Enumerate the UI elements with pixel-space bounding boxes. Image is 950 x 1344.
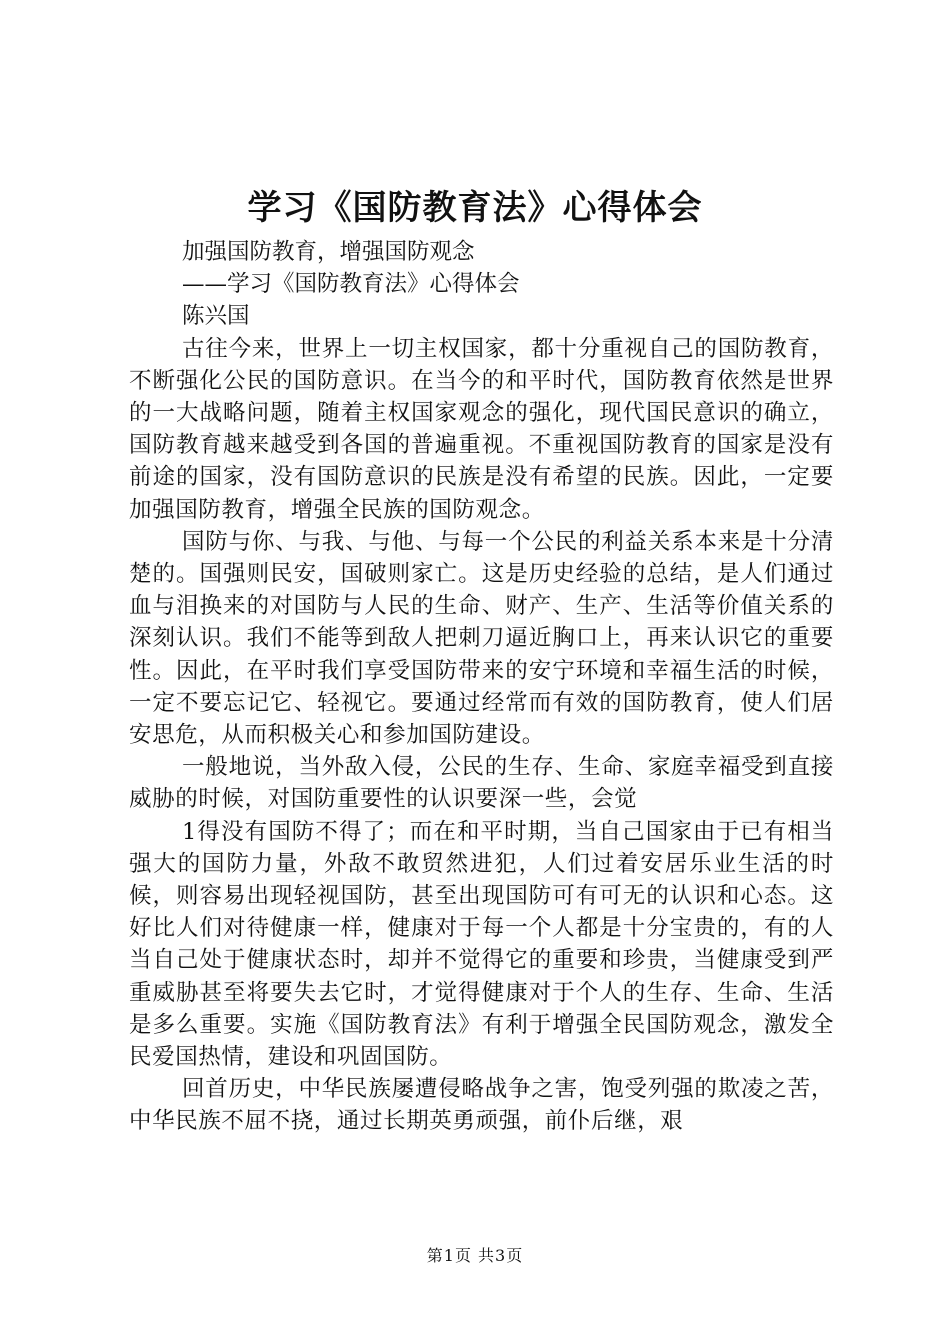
- document-title: 学习《国防教育法》心得体会: [247, 188, 703, 228]
- document-body: [129, 236, 834, 1138]
- page-number: 第1页 共3页: [426, 1246, 524, 1265]
- subtitle-line-1: 加强国防教育，增强国防观念: [182, 239, 475, 265]
- subtitle-line-2: ——学习《国防教育法》心得体会: [182, 271, 520, 298]
- paragraph: 古往今来，世界上一切主权国家，都十分重视自己的国防教育，不断强化公民的国防意识。在当今的和平时代，国防教育依然是世界的一大战略问题，随着主权国家观念的强化，现代国民意识的确立，国防教育越来越受到各国的普遍重视。不重视国防教育的国家是没有前途的国家，没有国防意识的民族是没有希望的民族。因此，一定要加强国防教育，增强全民族的国防观念。: [129, 335, 834, 523]
- paragraph: 1得没有国防不得了；而在和平时期，当自己国家由于已有相当强大的国防力量，外敌不敢贸然进犯，人们过着安居乐业生活的时候，则容易出现轻视国防，甚至出现国防可有可无的认识和心态。这好比人们对待健康一样，健康对于每一个人都是十分宝贵的，有的人当自己处于健康状态时，却并不觉得它的重要和珍贵，当健康受到严重威胁甚至将要失去它时，才觉得健康对于个人的生存、生命、生活是多么重要。实施《国防教育法》有利于增强全民国防观念，激发全民爱国热情，建设和巩固国防。: [129, 818, 834, 1071]
- author-name: 陈兴国: [182, 303, 250, 330]
- paragraph: 一般地说，当外敌入侵，公民的生存、生命、家庭幸福受到直接威胁的时候，对国防重要性的认识要深一些，会觉: [129, 754, 834, 813]
- paragraph: 回首历史，中华民族屡遭侵略战争之害，饱受列强的欺凌之苦，中华民族不屈不挠，通过长期英勇顽强，前仆后继，艰: [129, 1076, 834, 1135]
- paragraph: 国防与你、与我、与他、与每一个公民的利益关系本来是十分清楚的。国强则民安，国破则家亡。这是历史经验的总结，是人们通过血与泪换来的对国防与人民的生命、财产、生产、生活等价值关系的深刻认识。我们不能等到敌人把刺刀逼近胸口上，再来认识它的重要性。因此，在平时我们享受国防带来的安宁环境和幸福生活的时候，一定不要忘记它、轻视它。要通过经常而有效的国防教育，使人们居安思危，从而积极关心和参加国防建设。: [129, 528, 834, 749]
